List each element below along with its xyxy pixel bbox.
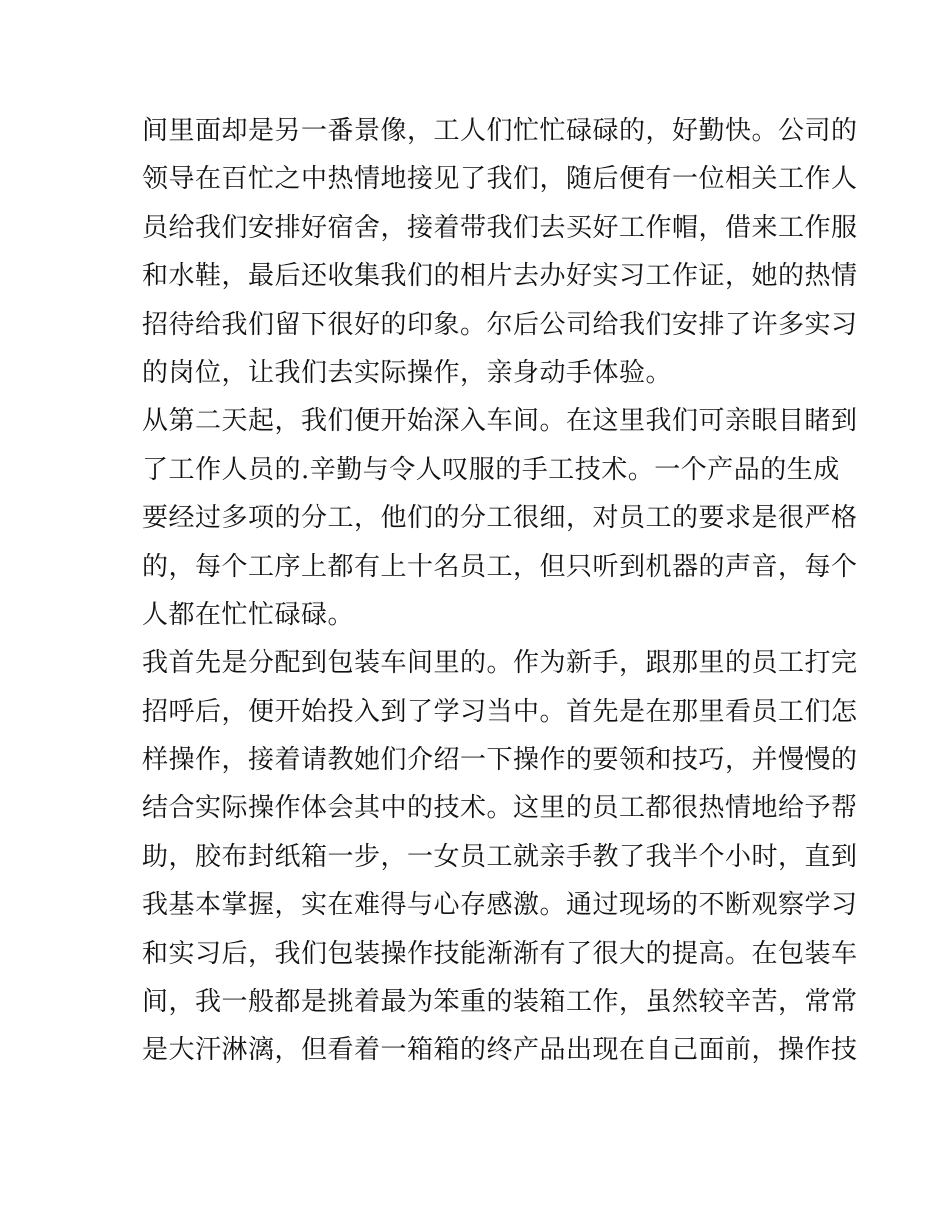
text-line: 和实习后，我们包装操作技能渐渐有了很大的提高。在包装车 xyxy=(142,938,858,969)
text-line: 间里面却是另一番景像，工人们忙忙碌碌的，好勤快。公司的 xyxy=(142,116,858,146)
text-line: 人都在忙忙碌碌。 xyxy=(142,599,355,630)
text-line: 我基本掌握，实在难得与心存感激。通过现场的不断观察学习 xyxy=(142,890,858,921)
text-line: 了工作人员的.辛勤与令人叹服的手工技术。一个产品的生成 xyxy=(142,454,840,485)
text-line: 招待给我们留下很好的印象。尔后公司给我们安排了许多实习 xyxy=(142,309,858,340)
text-line: 助，胶布封纸箱一步，一女员工就亲手教了我半个小时，直到 xyxy=(142,841,858,872)
text-line: 领导在百忙之中热情地接见了我们，随后便有一位相关工作人 xyxy=(142,164,858,195)
text-line: 间，我一般都是挑着最为笨重的装箱工作，虽然较辛苦，常常 xyxy=(142,987,858,1018)
text-line: 和水鞋，最后还收集我们的相片去办好实习工作证，她的热情 xyxy=(142,261,858,292)
text-line: 的岗位，让我们去实际操作，亲身动手体验。 xyxy=(142,357,673,388)
text-line: 招呼后，便开始投入到了学习当中。首先是在那里看员工们怎 xyxy=(142,696,858,727)
text-line: 是大汗淋漓，但看着一箱箱的终产品出现在自己面前，操作技 xyxy=(142,1035,858,1066)
text-line: 我首先是分配到包装车间里的。作为新手，跟那里的员工打完 xyxy=(142,648,858,679)
body-text xyxy=(142,107,858,1075)
text-line: 从第二天起，我们便开始深入车间。在这里我们可亲眼目睹到 xyxy=(142,406,858,437)
text-line: 的，每个工序上都有上十名员工，但只听到机器的声音，每个 xyxy=(142,551,858,582)
text-line: 样操作，接着请教她们介绍一下操作的要领和技巧，并慢慢的 xyxy=(142,745,858,776)
text-line: 员给我们安排好宿舍，接着带我们去买好工作帽，借来工作服 xyxy=(142,212,858,243)
text-line: 要经过多项的分工，他们的分工很细，对员工的要求是很严格 xyxy=(142,503,858,534)
text-line: 结合实际操作体会其中的技术。这里的员工都很热情地给予帮 xyxy=(142,793,858,824)
